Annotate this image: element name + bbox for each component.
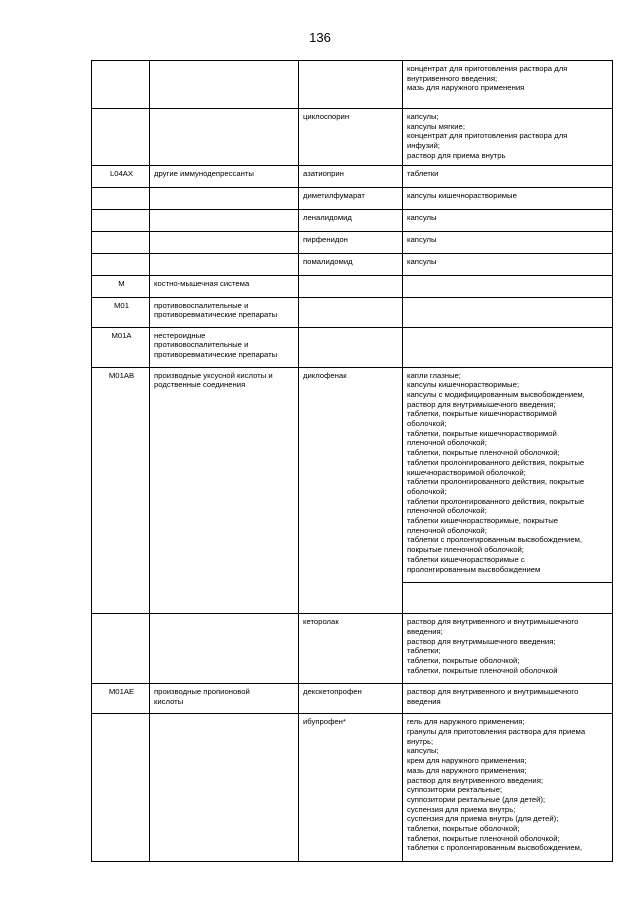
atc-code-cell: L04AX bbox=[92, 165, 150, 187]
group-name-line: нестероидные bbox=[154, 330, 206, 340]
atc-code-cell: M01 bbox=[92, 297, 150, 327]
empty-subcell bbox=[403, 582, 612, 613]
dosage-form-line: таблетки, покрытые кишечнорастворимой bbox=[407, 409, 557, 419]
dosage-form-line: капсулы; bbox=[407, 746, 439, 756]
dosage-forms-cell bbox=[403, 275, 613, 297]
dosage-form-line: капсулы с модифицированным высвобождением, bbox=[407, 389, 585, 399]
group-name-cell bbox=[150, 253, 299, 275]
dosage-form-line: таблетки кишечнорастворимые с bbox=[407, 554, 525, 564]
drug-name-cell bbox=[299, 327, 403, 367]
dosage-forms-cell bbox=[403, 367, 613, 614]
group-name-line: противовоспалительные и bbox=[154, 300, 249, 310]
group-name-cell bbox=[150, 109, 299, 166]
dosage-form-line: таблетки; bbox=[407, 646, 441, 656]
dosage-form-line: раствор для внутримышечного введения; bbox=[407, 399, 556, 409]
group-name-cell bbox=[150, 61, 299, 109]
dosage-form-line: капсулы кишечнорастворимые; bbox=[407, 380, 519, 390]
atc-code-cell: M01AE bbox=[92, 684, 150, 714]
group-name-line: костно-мышечная система bbox=[154, 278, 250, 288]
dosage-form-line: оболочкой; bbox=[407, 486, 447, 496]
table-row bbox=[92, 109, 613, 166]
dosage-form-line: раствор для внутривенного и внутримышечного bbox=[407, 687, 579, 697]
group-name-cell bbox=[150, 165, 299, 187]
group-name-line: противоревматические препараты bbox=[154, 349, 278, 359]
dosage-forms-cell bbox=[403, 61, 613, 109]
drug-name-cell bbox=[299, 275, 403, 297]
group-name-line: противовоспалительные и bbox=[154, 340, 249, 350]
atc-code-cell bbox=[92, 714, 150, 862]
dosage-form-line: пленочной оболочкой; bbox=[407, 525, 487, 535]
dosage-forms-cell bbox=[403, 327, 613, 367]
dosage-forms-cell bbox=[403, 209, 613, 231]
dosage-form-line: таблетки, покрытые кишечнорастворимой bbox=[407, 428, 557, 438]
group-name-cell bbox=[150, 684, 299, 714]
group-name-cell bbox=[150, 231, 299, 253]
drug-table bbox=[91, 60, 613, 862]
dosage-form-line: капсулы bbox=[407, 234, 437, 244]
table-row bbox=[92, 367, 613, 614]
group-name-cell bbox=[150, 714, 299, 862]
group-name-cell bbox=[150, 367, 299, 614]
group-name-cell bbox=[150, 275, 299, 297]
dosage-form-line: таблетки bbox=[407, 168, 439, 178]
drug-name-cell bbox=[299, 297, 403, 327]
group-name-cell bbox=[150, 187, 299, 209]
dosage-form-line: таблетки пролонгированного действия, покрытые bbox=[407, 477, 585, 487]
dosage-forms-cell bbox=[403, 253, 613, 275]
atc-code-cell bbox=[92, 614, 150, 684]
group-name-cell bbox=[150, 614, 299, 684]
dosage-form-line: таблетки, покрытые оболочкой; bbox=[407, 656, 520, 666]
atc-code-cell bbox=[92, 209, 150, 231]
dosage-form-line: таблетки пролонгированного действия, покрытые bbox=[407, 496, 585, 506]
table-row bbox=[92, 61, 613, 109]
table-row bbox=[92, 684, 613, 714]
dosage-form-line: капсулы мягкие; bbox=[407, 121, 465, 131]
dosage-form-line: кишечнорастворимой оболочкой; bbox=[407, 467, 526, 477]
dosage-form-line: капсулы bbox=[407, 212, 437, 222]
dosage-forms-cell bbox=[403, 614, 613, 684]
group-name-line: противоревматические препараты bbox=[154, 310, 278, 320]
group-name-cell bbox=[150, 297, 299, 327]
drug-name-cell: азатиоприн bbox=[299, 165, 403, 187]
dosage-form-line: суппозитории ректальные; bbox=[407, 785, 503, 795]
dosage-form-line: внутрь; bbox=[407, 736, 434, 746]
dosage-forms-cell bbox=[403, 231, 613, 253]
dosage-form-line: раствор для внутривенного и внутримышечного bbox=[407, 617, 579, 627]
dosage-form-line: суппозитории ректальные (для детей); bbox=[407, 794, 546, 804]
dosage-form-line: гранулы для приготовления раствора для приема bbox=[407, 726, 586, 736]
table-row bbox=[92, 209, 613, 231]
table-row bbox=[92, 297, 613, 327]
drug-name-cell: кеторолак bbox=[299, 614, 403, 684]
dosage-forms-cell bbox=[403, 109, 613, 166]
dosage-form-line: покрытые пленочной оболочкой; bbox=[407, 545, 524, 555]
table-row bbox=[92, 327, 613, 367]
table-row bbox=[92, 187, 613, 209]
dosage-form-line: пролонгированным высвобождением bbox=[407, 564, 541, 574]
group-name-cell bbox=[150, 327, 299, 367]
group-name-line: родственные соединения bbox=[154, 380, 246, 390]
dosage-forms-cell bbox=[403, 297, 613, 327]
drug-name-cell: диклофенак bbox=[299, 367, 403, 614]
dosage-form-line: гель для наружного применения; bbox=[407, 717, 525, 727]
drug-name-cell: циклоспорин bbox=[299, 109, 403, 166]
table-row bbox=[92, 275, 613, 297]
dosage-form-line: таблетки кишечнорастворимые, покрытые bbox=[407, 516, 558, 526]
dosage-form-line: таблетки, покрытые оболочкой; bbox=[407, 824, 520, 834]
dosage-forms-cell bbox=[403, 165, 613, 187]
table-row bbox=[92, 231, 613, 253]
dosage-form-line: капли глазные; bbox=[407, 370, 461, 380]
atc-code-cell: M bbox=[92, 275, 150, 297]
dosage-forms-cell bbox=[403, 187, 613, 209]
atc-code-cell bbox=[92, 187, 150, 209]
dosage-form-line: инфузий; bbox=[407, 141, 440, 151]
dosage-form-line: таблетки пролонгированного действия, покрытые bbox=[407, 457, 585, 467]
dosage-form-line: таблетки с пролонгированным высвобождением, bbox=[407, 535, 583, 545]
dosage-form-line: капсулы bbox=[407, 256, 437, 266]
drug-name-cell: диметилфумарат bbox=[299, 187, 403, 209]
dosage-form-line: таблетки, покрытые пленочной оболочкой bbox=[407, 665, 558, 675]
dosage-form-line: концентрат для приготовления раствора для bbox=[407, 64, 568, 73]
dosage-form-line: оболочкой; bbox=[407, 419, 447, 429]
table-row bbox=[92, 253, 613, 275]
dosage-form-line: капсулы; bbox=[407, 112, 439, 121]
group-name-line: кислоты bbox=[154, 696, 184, 706]
dosage-form-line: мазь для наружного применения; bbox=[407, 765, 527, 775]
table-row bbox=[92, 614, 613, 684]
dosage-form-line: крем для наружного применения; bbox=[407, 756, 527, 766]
atc-code-cell bbox=[92, 231, 150, 253]
dosage-form-line: капсулы кишечнорастворимые bbox=[407, 190, 517, 200]
atc-code-cell bbox=[92, 253, 150, 275]
drug-name-cell bbox=[299, 61, 403, 109]
dosage-form-line: раствор для внутримышечного введения; bbox=[407, 636, 556, 646]
dosage-forms-cell bbox=[403, 714, 613, 862]
dosage-form-line: пленочной оболочкой; bbox=[407, 438, 487, 448]
atc-code-cell: M01AB bbox=[92, 367, 150, 614]
group-name-line: другие иммунодепрессанты bbox=[154, 168, 254, 178]
dosage-form-line: раствор для приема внутрь bbox=[407, 150, 506, 160]
drug-name-cell: помалидомид bbox=[299, 253, 403, 275]
dosage-form-line: таблетки с пролонгированным высвобождением, bbox=[407, 843, 583, 853]
dosage-form-line: мазь для наружного применения bbox=[407, 83, 525, 93]
dosage-form-line: суспензия для приема внутрь; bbox=[407, 804, 516, 814]
group-name-cell bbox=[150, 209, 299, 231]
dosage-form-line: пленочной оболочкой; bbox=[407, 506, 487, 516]
atc-code-cell bbox=[92, 61, 150, 109]
atc-code-cell: M01A bbox=[92, 327, 150, 367]
group-name-line: производные пропионовой bbox=[154, 687, 250, 697]
dosage-form-line: концентрат для приготовления раствора для bbox=[407, 131, 568, 141]
drug-name-cell: леналидомид bbox=[299, 209, 403, 231]
drug-name-cell: пирфенидон bbox=[299, 231, 403, 253]
dosage-form-line: внутривенного введения; bbox=[407, 73, 498, 83]
dosage-form-line: таблетки, покрытые пленочной оболочкой; bbox=[407, 448, 560, 458]
drug-name-cell: декскетопрофен bbox=[299, 684, 403, 714]
dosage-form-line: таблетки, покрытые пленочной оболочкой; bbox=[407, 833, 560, 843]
drug-name-cell: ибупрофен* bbox=[299, 714, 403, 862]
dosage-forms-cell bbox=[403, 684, 613, 714]
group-name-line: производные уксусной кислоты и bbox=[154, 370, 273, 380]
table-row bbox=[92, 714, 613, 862]
atc-code-cell bbox=[92, 109, 150, 166]
dosage-form-line: введения bbox=[407, 696, 441, 706]
dosage-form-line: введения; bbox=[407, 626, 443, 636]
table-row bbox=[92, 165, 613, 187]
page-number: 136 bbox=[309, 30, 331, 45]
dosage-form-line: суспензия для приема внутрь (для детей); bbox=[407, 814, 559, 824]
dosage-form-line: раствор для внутривенного введения; bbox=[407, 775, 544, 785]
